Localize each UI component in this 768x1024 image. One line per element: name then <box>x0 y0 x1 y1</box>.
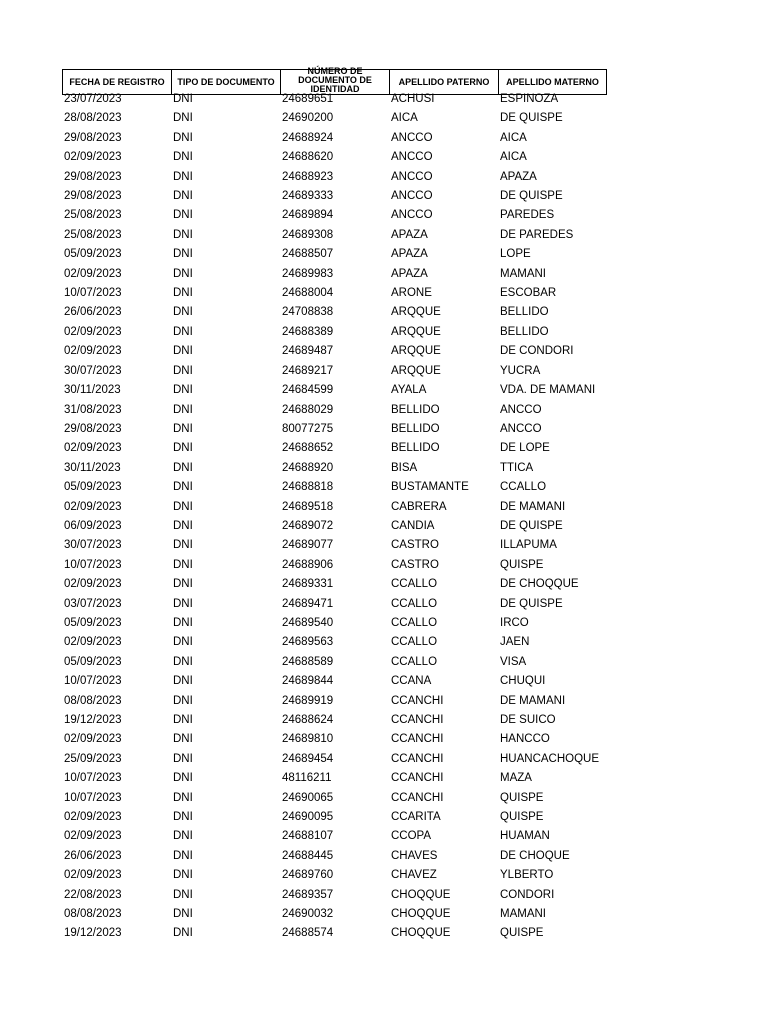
cell-fecha: 02/09/2023 <box>64 267 122 280</box>
cell-fecha: 29/08/2023 <box>64 131 122 144</box>
cell-numero: 24689308 <box>282 228 334 241</box>
cell-fecha: 02/09/2023 <box>64 830 122 843</box>
cell-tipo: DNI <box>173 248 193 261</box>
cell-tipo: DNI <box>173 151 193 164</box>
cell-apellido-paterno: ARQQUE <box>391 345 441 358</box>
table-row <box>62 420 607 439</box>
cell-fecha: 30/07/2023 <box>64 364 122 377</box>
cell-tipo: DNI <box>173 675 193 688</box>
cell-fecha: 30/07/2023 <box>64 539 122 552</box>
cell-apellido-materno: CHUQUI <box>500 675 546 688</box>
cell-fecha: 02/09/2023 <box>64 345 122 358</box>
cell-numero: 24689331 <box>282 578 334 591</box>
table-row <box>62 129 607 148</box>
cell-tipo: DNI <box>173 442 193 455</box>
cell-apellido-paterno: CASTRO <box>391 558 439 571</box>
cell-apellido-materno: DE SUICO <box>500 714 556 726</box>
cell-apellido-materno: DE MAMANI <box>500 500 566 513</box>
cell-tipo: DNI <box>173 93 193 105</box>
table-row <box>62 808 607 827</box>
cell-apellido-materno: PAREDES <box>500 209 555 222</box>
table-row <box>62 575 607 594</box>
table-row <box>62 303 607 322</box>
cell-apellido-paterno: CCANCHI <box>391 772 444 785</box>
table-row <box>62 109 607 128</box>
cell-apellido-paterno: CCANCHI <box>391 752 444 765</box>
cell-apellido-materno: DE MAMANI <box>500 694 566 707</box>
cell-numero: 24689217 <box>282 364 334 377</box>
cell-fecha: 08/08/2023 <box>64 694 122 707</box>
table-row <box>62 265 607 284</box>
cell-tipo: DNI <box>173 752 193 765</box>
cell-fecha: 29/08/2023 <box>64 190 122 203</box>
header-fecha-de-registro: FECHA DE REGISTRO <box>62 69 171 95</box>
cell-numero: 24688389 <box>282 325 334 338</box>
cell-apellido-materno: AICA <box>500 131 527 144</box>
cell-numero: 24690095 <box>282 811 334 824</box>
cell-apellido-paterno: CHAVES <box>391 849 438 862</box>
table-row <box>62 692 607 711</box>
cell-apellido-materno: ILLAPUMA <box>500 539 557 552</box>
cell-apellido-materno: HANCCO <box>500 733 550 746</box>
cell-numero: 24689810 <box>282 733 334 746</box>
cell-fecha: 06/09/2023 <box>64 519 122 532</box>
cell-numero: 24689077 <box>282 539 334 552</box>
cell-tipo: DNI <box>173 345 193 358</box>
cell-apellido-materno: APAZA <box>500 170 537 183</box>
cell-apellido-materno: QUISPE <box>500 791 544 804</box>
cell-apellido-materno: ESPINOZA <box>500 93 559 105</box>
table-row <box>62 342 607 361</box>
cell-fecha: 10/07/2023 <box>64 791 122 804</box>
table-row <box>62 886 607 905</box>
cell-apellido-materno: QUISPE <box>500 811 544 824</box>
table-row <box>62 924 607 943</box>
cell-fecha: 02/09/2023 <box>64 578 122 591</box>
cell-tipo: DNI <box>173 364 193 377</box>
cell-numero: 24684599 <box>282 384 334 397</box>
cell-apellido-materno: DE LOPE <box>500 442 550 455</box>
cell-fecha: 22/08/2023 <box>64 888 122 901</box>
cell-apellido-materno: IRCO <box>500 616 529 629</box>
cell-apellido-paterno: CCALLO <box>391 616 438 629</box>
cell-numero: 24690032 <box>282 908 334 921</box>
table-row <box>62 401 607 420</box>
cell-apellido-paterno: ARONE <box>391 287 432 300</box>
cell-fecha: 02/09/2023 <box>64 442 122 455</box>
cell-apellido-paterno: ANCCO <box>391 170 433 183</box>
table-row <box>62 556 607 575</box>
cell-tipo: DNI <box>173 112 193 125</box>
cell-fecha: 02/09/2023 <box>64 151 122 164</box>
cell-fecha: 28/08/2023 <box>64 112 122 125</box>
cell-apellido-paterno: CCANCHI <box>391 733 444 746</box>
cell-apellido-materno: YUCRA <box>500 364 541 377</box>
cell-apellido-materno: DE QUISPE <box>500 190 563 203</box>
cell-fecha: 19/12/2023 <box>64 714 122 726</box>
cell-numero: 24690065 <box>282 791 334 804</box>
cell-tipo: DNI <box>173 849 193 862</box>
table-row <box>62 789 607 808</box>
cell-tipo: DNI <box>173 772 193 785</box>
cell-tipo: DNI <box>173 869 193 882</box>
cell-tipo: DNI <box>173 578 193 591</box>
cell-apellido-materno: DE CHOQUE <box>500 849 570 862</box>
cell-apellido-paterno: CCALLO <box>391 578 438 591</box>
cell-fecha: 10/07/2023 <box>64 675 122 688</box>
cell-fecha: 25/08/2023 <box>64 209 122 222</box>
cell-apellido-paterno: ANCCO <box>391 209 433 222</box>
cell-numero: 24688924 <box>282 131 334 144</box>
cell-fecha: 02/09/2023 <box>64 733 122 746</box>
table-row <box>62 245 607 264</box>
cell-numero: 80077275 <box>282 422 334 435</box>
table-row <box>62 750 607 769</box>
cell-apellido-paterno: CCANA <box>391 675 432 688</box>
cell-numero: 24689357 <box>282 888 334 901</box>
header-tipo-de-documento: TIPO DE DOCUMENTO <box>171 69 280 95</box>
cell-fecha: 03/07/2023 <box>64 597 122 610</box>
cell-apellido-paterno: CCALLO <box>391 655 438 668</box>
cell-apellido-paterno: CCANCHI <box>391 714 444 726</box>
cell-numero: 24688004 <box>282 287 334 300</box>
cell-numero: 24689072 <box>282 519 334 532</box>
cell-fecha: 02/09/2023 <box>64 811 122 824</box>
cell-apellido-paterno: CCALLO <box>391 597 438 610</box>
table-row <box>62 595 607 614</box>
cell-apellido-materno: MAMANI <box>500 267 546 280</box>
cell-fecha: 02/09/2023 <box>64 325 122 338</box>
cell-numero: 24689454 <box>282 752 334 765</box>
cell-apellido-paterno: APAZA <box>391 228 428 241</box>
cell-numero: 24708838 <box>282 306 334 319</box>
cell-apellido-materno: DE PAREDES <box>500 228 574 241</box>
cell-fecha: 26/06/2023 <box>64 306 122 319</box>
cell-apellido-materno: DE CONDORI <box>500 345 574 358</box>
cell-apellido-materno: ESCOBAR <box>500 287 557 300</box>
cell-apellido-paterno: AICA <box>391 112 418 125</box>
cell-apellido-materno: CONDORI <box>500 888 555 901</box>
cell-tipo: DNI <box>173 830 193 843</box>
cell-tipo: DNI <box>173 403 193 416</box>
cell-apellido-paterno: CHOQQUE <box>391 908 451 921</box>
cell-numero: 24688589 <box>282 655 334 668</box>
cell-fecha: 19/12/2023 <box>64 927 122 940</box>
table-row <box>62 866 607 885</box>
table-row <box>62 148 607 167</box>
cell-apellido-materno: DE QUISPE <box>500 519 563 532</box>
table-row <box>62 323 607 342</box>
table-row <box>62 711 607 730</box>
cell-apellido-materno: LOPE <box>500 248 531 261</box>
cell-numero: 24688652 <box>282 442 334 455</box>
cell-numero: 24689760 <box>282 869 334 882</box>
cell-tipo: DNI <box>173 558 193 571</box>
cell-apellido-materno: JAEN <box>500 636 530 649</box>
cell-tipo: DNI <box>173 131 193 144</box>
cell-numero: 24688906 <box>282 558 334 571</box>
cell-apellido-paterno: ACHUSI <box>391 93 435 105</box>
table-row <box>62 459 607 478</box>
cell-apellido-paterno: ARQQUE <box>391 364 441 377</box>
cell-tipo: DNI <box>173 597 193 610</box>
cell-fecha: 25/09/2023 <box>64 752 122 765</box>
cell-tipo: DNI <box>173 908 193 921</box>
table-row <box>62 439 607 458</box>
cell-numero: 24688107 <box>282 830 334 843</box>
cell-fecha: 02/09/2023 <box>64 636 122 649</box>
cell-apellido-paterno: CCARITA <box>391 811 441 824</box>
cell-fecha: 10/07/2023 <box>64 772 122 785</box>
cell-numero: 24688507 <box>282 248 334 261</box>
cell-apellido-paterno: CHOQQUE <box>391 888 451 901</box>
cell-apellido-paterno: ANCCO <box>391 190 433 203</box>
cell-apellido-materno: CCALLO <box>500 481 547 494</box>
table-row <box>62 362 607 381</box>
cell-apellido-materno: DE QUISPE <box>500 597 563 610</box>
cell-numero: 24689518 <box>282 500 334 513</box>
header-numero-de-documento: NÚMERO DE DOCUMENTO DE IDENTIDAD <box>280 69 389 95</box>
table-row <box>62 730 607 749</box>
cell-apellido-materno: VDA. DE MAMANI <box>500 384 596 397</box>
cell-apellido-paterno: BELLIDO <box>391 422 440 435</box>
table-row <box>62 536 607 555</box>
cell-tipo: DNI <box>173 927 193 940</box>
cell-fecha: 31/08/2023 <box>64 403 122 416</box>
cell-fecha: 10/07/2023 <box>64 287 122 300</box>
cell-tipo: DNI <box>173 384 193 397</box>
cell-apellido-paterno: CABRERA <box>391 500 447 513</box>
cell-apellido-materno: QUISPE <box>500 558 544 571</box>
table-header <box>62 66 607 94</box>
cell-numero: 24688445 <box>282 849 334 862</box>
table-row <box>62 168 607 187</box>
cell-tipo: DNI <box>173 306 193 319</box>
cell-numero: 24688029 <box>282 403 334 416</box>
cell-numero: 24688624 <box>282 714 334 726</box>
cell-fecha: 05/09/2023 <box>64 655 122 668</box>
table-row <box>62 827 607 846</box>
cell-fecha: 05/09/2023 <box>64 616 122 629</box>
header-apellido-materno: APELLIDO MATERNO <box>498 69 607 95</box>
cell-tipo: DNI <box>173 209 193 222</box>
cell-apellido-materno: DE CHOQQUE <box>500 578 579 591</box>
cell-apellido-materno: TTICA <box>500 461 534 474</box>
table-row <box>62 206 607 225</box>
cell-tipo: DNI <box>173 500 193 513</box>
cell-apellido-paterno: CHOQQUE <box>391 927 451 940</box>
cell-apellido-materno: YLBERTO <box>500 869 554 882</box>
cell-numero: 24688574 <box>282 927 334 940</box>
cell-tipo: DNI <box>173 811 193 824</box>
cell-apellido-paterno: BELLIDO <box>391 442 440 455</box>
cell-numero: 24688920 <box>282 461 334 474</box>
cell-fecha: 05/09/2023 <box>64 248 122 261</box>
table-row <box>62 633 607 652</box>
table-row <box>62 498 607 517</box>
cell-numero: 24688818 <box>282 481 334 494</box>
cell-apellido-materno: HUAMAN <box>500 830 550 843</box>
table-row <box>62 90 607 109</box>
cell-tipo: DNI <box>173 287 193 300</box>
cell-fecha: 29/08/2023 <box>64 422 122 435</box>
table-row <box>62 517 607 536</box>
cell-tipo: DNI <box>173 325 193 338</box>
table-row <box>62 905 607 924</box>
cell-numero: 24689651 <box>282 93 334 105</box>
cell-numero: 24688620 <box>282 151 334 164</box>
cell-tipo: DNI <box>173 733 193 746</box>
cell-tipo: DNI <box>173 714 193 726</box>
cell-fecha: 08/08/2023 <box>64 908 122 921</box>
table-row <box>62 381 607 400</box>
cell-fecha: 29/08/2023 <box>64 170 122 183</box>
cell-apellido-materno: BELLIDO <box>500 325 549 338</box>
cell-apellido-paterno: APAZA <box>391 248 428 261</box>
cell-numero: 24689333 <box>282 190 334 203</box>
cell-fecha: 02/09/2023 <box>64 869 122 882</box>
cell-numero: 24689983 <box>282 267 334 280</box>
table-row <box>62 187 607 206</box>
cell-apellido-materno: ANCCO <box>500 422 542 435</box>
cell-fecha: 30/11/2023 <box>64 461 121 474</box>
cell-apellido-paterno: CANDIA <box>391 519 435 532</box>
table-body <box>62 90 607 944</box>
table-row <box>62 478 607 497</box>
table-row <box>62 769 607 788</box>
cell-tipo: DNI <box>173 694 193 707</box>
cell-apellido-materno: MAZA <box>500 772 532 785</box>
cell-apellido-paterno: ANCCO <box>391 131 433 144</box>
cell-apellido-paterno: APAZA <box>391 267 428 280</box>
cell-tipo: DNI <box>173 481 193 494</box>
cell-apellido-paterno: CCANCHI <box>391 791 444 804</box>
cell-tipo: DNI <box>173 461 193 474</box>
cell-apellido-paterno: BELLIDO <box>391 403 440 416</box>
cell-apellido-paterno: BISA <box>391 461 418 474</box>
cell-numero: 24689487 <box>282 345 334 358</box>
cell-numero: 24689894 <box>282 209 334 222</box>
cell-numero: 48116211 <box>282 772 332 785</box>
cell-tipo: DNI <box>173 170 193 183</box>
cell-apellido-paterno: ARQQUE <box>391 325 441 338</box>
table-row <box>62 653 607 672</box>
cell-tipo: DNI <box>173 616 193 629</box>
cell-apellido-materno: ANCCO <box>500 403 542 416</box>
cell-tipo: DNI <box>173 888 193 901</box>
table-row <box>62 672 607 691</box>
cell-fecha: 23/07/2023 <box>64 93 122 105</box>
cell-apellido-materno: AICA <box>500 151 527 164</box>
cell-apellido-materno: VISA <box>500 655 527 668</box>
cell-apellido-paterno: ANCCO <box>391 151 433 164</box>
cell-apellido-materno: HUANCACHOQUE <box>500 752 600 765</box>
cell-tipo: DNI <box>173 539 193 552</box>
cell-fecha: 05/09/2023 <box>64 481 122 494</box>
cell-tipo: DNI <box>173 655 193 668</box>
table-row <box>62 226 607 245</box>
cell-numero: 24688923 <box>282 170 334 183</box>
cell-apellido-paterno: CCANCHI <box>391 694 444 707</box>
cell-apellido-paterno: BUSTAMANTE <box>391 481 469 494</box>
cell-tipo: DNI <box>173 636 193 649</box>
table-row <box>62 284 607 303</box>
cell-tipo: DNI <box>173 791 193 804</box>
cell-numero: 24690200 <box>282 112 334 125</box>
cell-fecha: 26/06/2023 <box>64 849 122 862</box>
cell-numero: 24689540 <box>282 616 334 629</box>
cell-fecha: 30/11/2023 <box>64 384 121 397</box>
cell-tipo: DNI <box>173 422 193 435</box>
cell-numero: 24689471 <box>282 597 334 610</box>
cell-apellido-paterno: AYALA <box>391 384 427 397</box>
header-apellido-paterno: APELLIDO PATERNO <box>389 69 498 95</box>
cell-numero: 24689919 <box>282 694 334 707</box>
cell-apellido-paterno: CCALLO <box>391 636 438 649</box>
cell-apellido-paterno: CCOPA <box>391 830 432 843</box>
cell-fecha: 02/09/2023 <box>64 500 122 513</box>
table-row <box>62 614 607 633</box>
cell-apellido-paterno: CASTRO <box>391 539 439 552</box>
cell-tipo: DNI <box>173 228 193 241</box>
cell-fecha: 25/08/2023 <box>64 228 122 241</box>
cell-tipo: DNI <box>173 267 193 280</box>
table-row <box>62 847 607 866</box>
cell-numero: 24689844 <box>282 675 334 688</box>
cell-apellido-paterno: ARQQUE <box>391 306 441 319</box>
cell-tipo: DNI <box>173 519 193 532</box>
cell-apellido-materno: QUISPE <box>500 927 544 940</box>
cell-apellido-materno: DE QUISPE <box>500 112 563 125</box>
cell-fecha: 10/07/2023 <box>64 558 122 571</box>
cell-apellido-materno: MAMANI <box>500 908 546 921</box>
cell-apellido-materno: BELLIDO <box>500 306 549 319</box>
cell-tipo: DNI <box>173 190 193 203</box>
cell-apellido-paterno: CHAVEZ <box>391 869 437 882</box>
cell-numero: 24689563 <box>282 636 334 649</box>
